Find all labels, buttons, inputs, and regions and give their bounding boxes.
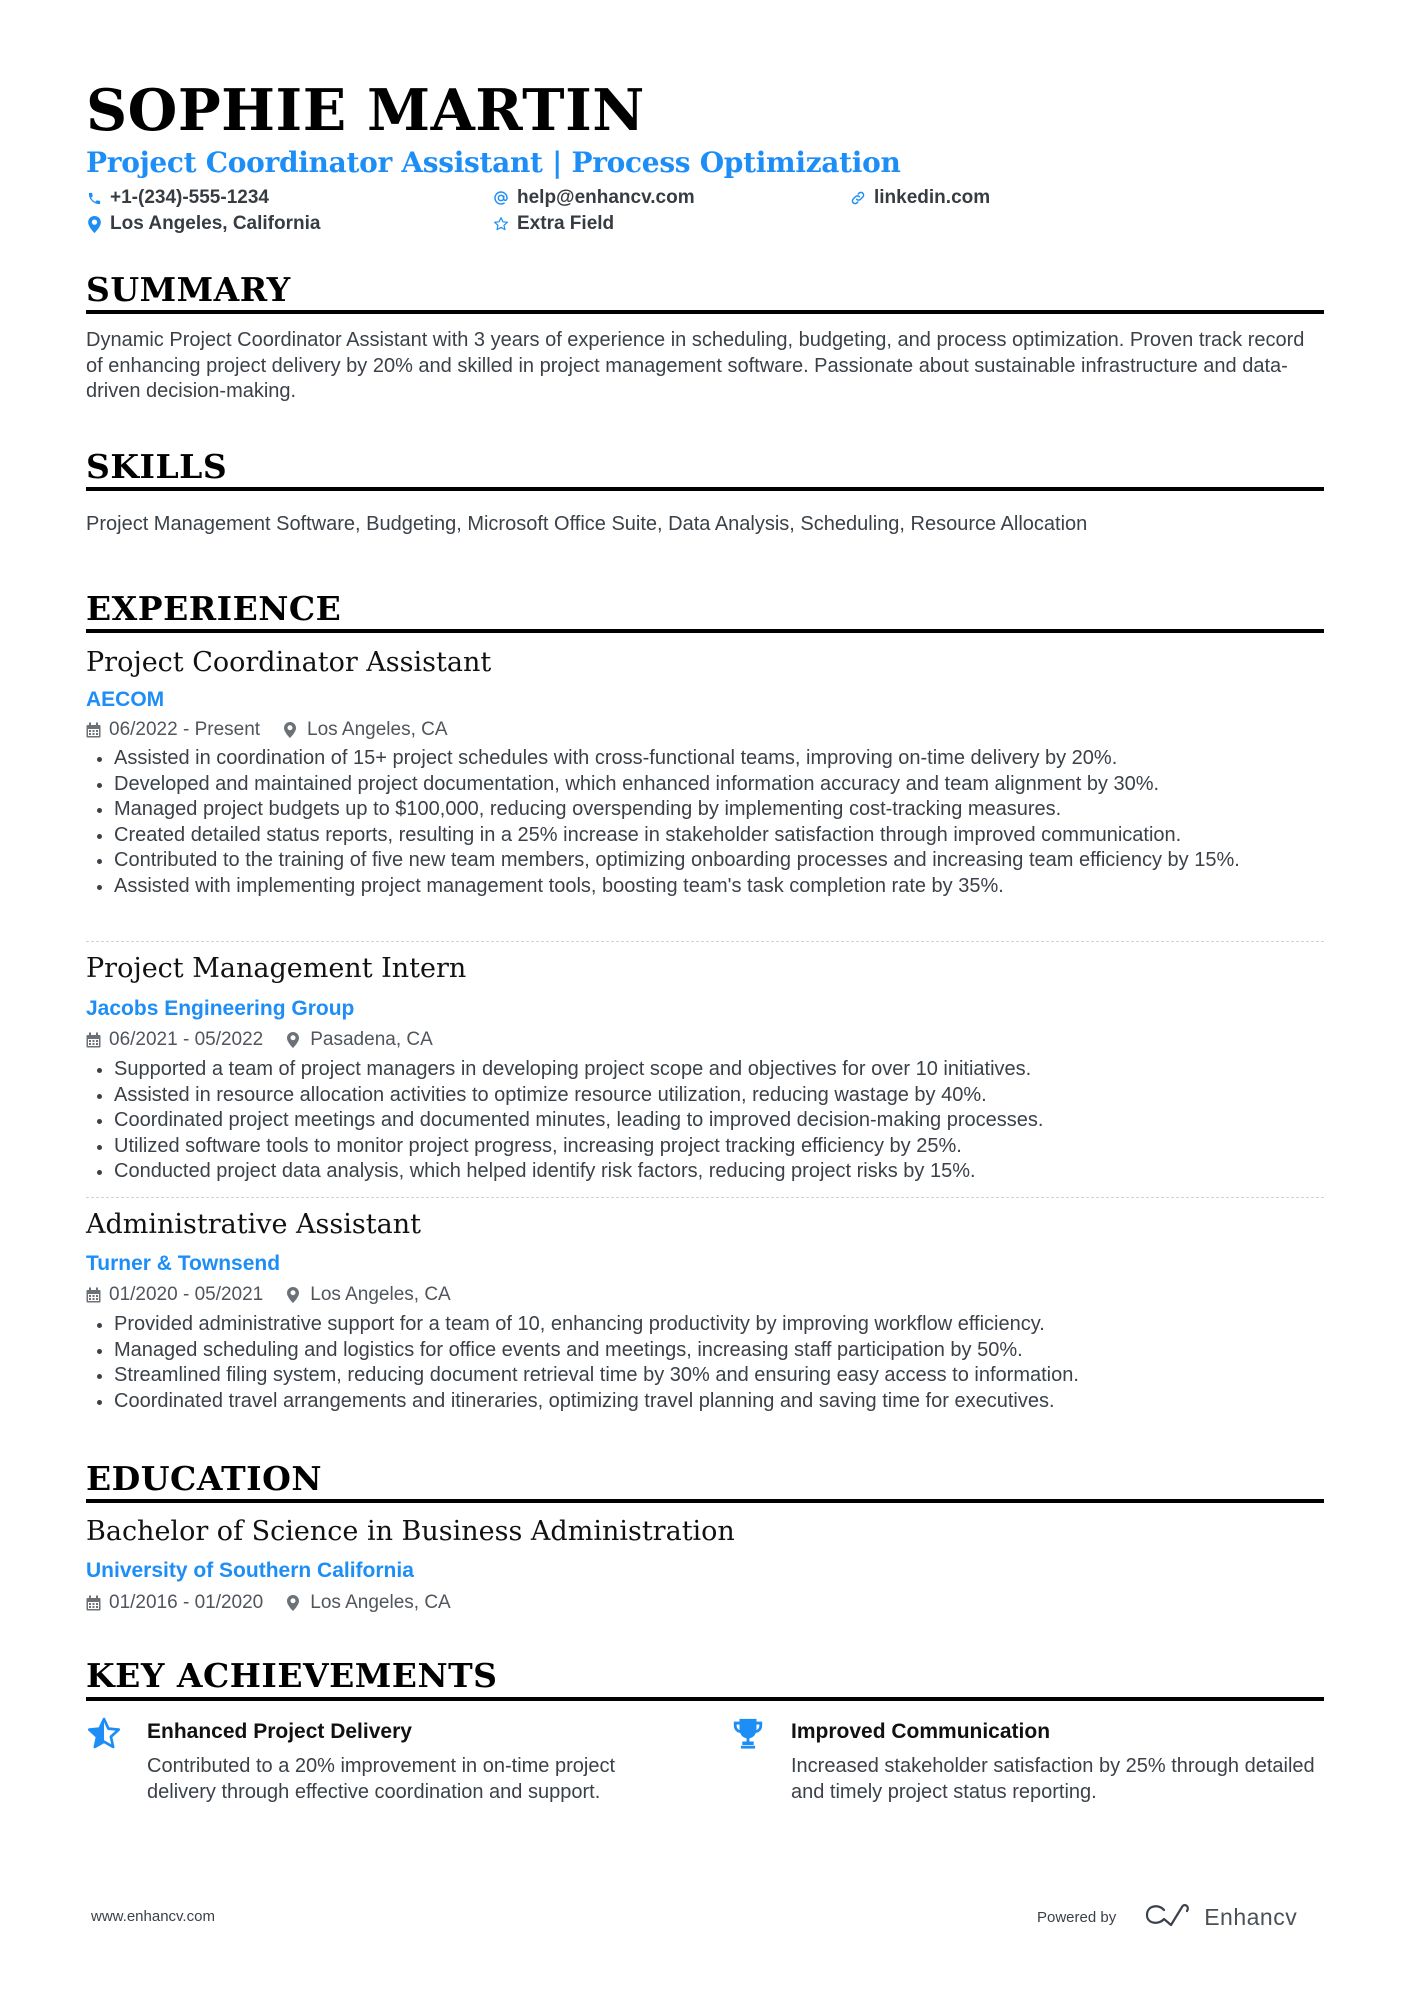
location-text: Los Angeles, California: [110, 213, 321, 234]
experience-divider: [86, 629, 1324, 633]
job-meta: [86, 718, 448, 742]
contact-location: [86, 212, 320, 236]
bullet-item: Coordinated project meetings and documented minutes, leading to improved decision-making processes.: [86, 1108, 1324, 1134]
footer-branding: [1037, 1902, 1297, 1933]
company-name: AECOM: [86, 688, 165, 711]
education-meta: [86, 1591, 451, 1615]
map-pin-icon: [86, 216, 102, 232]
job-bullets: [86, 1057, 1324, 1185]
education-divider: [86, 1499, 1324, 1503]
linkedin-link[interactable]: linkedin.com: [874, 187, 991, 208]
summary-text: Dynamic Project Coordinator Assistant with 3 years of experience in scheduling, budgeting, and process optimization. Proven track record of enhancing project delivery by 20% and skilled in project management software. Passionate about sustainable infrastructure and data-driven decision-making.: [86, 329, 1305, 402]
experience-heading: EXPERIENCE: [86, 589, 342, 628]
calendar-icon: [86, 1287, 101, 1303]
map-pin-icon: [287, 1032, 302, 1048]
achievement-item: [86, 1716, 686, 1806]
skills-heading: SKILLS: [86, 447, 228, 486]
achievement-item: [730, 1716, 1324, 1806]
achievement-title: Enhanced Project Delivery: [147, 1720, 412, 1743]
bullet-item: Utilized software tools to monitor project progress, increasing project tracking efficiency by 25%.: [86, 1134, 1324, 1160]
star-outline-icon: [493, 216, 509, 232]
candidate-headline: Project Coordinator Assistant | Process Optimization: [86, 146, 901, 179]
degree-title: Bachelor of Science in Business Administration: [86, 1516, 735, 1547]
bullet-item: Supported a team of project managers in developing project scope and objectives for over 10 initiatives.: [86, 1057, 1324, 1083]
company-name: Turner & Townsend: [86, 1252, 281, 1275]
trophy-icon: [730, 1716, 766, 1752]
education-dates: 01/2016 - 01/2020: [109, 1592, 264, 1613]
job-location: Los Angeles, CA: [307, 719, 448, 740]
calendar-icon: [86, 1595, 101, 1611]
job-dates: 06/2022 - Present: [109, 719, 261, 740]
enhancv-logo-icon: [1144, 1902, 1192, 1933]
achievement-description: Increased stakeholder satisfaction by 25% through detailed and timely project status reporting.: [791, 1755, 1315, 1803]
calendar-icon: [86, 722, 101, 738]
education-location: Los Angeles, CA: [310, 1592, 451, 1613]
link-icon: [850, 190, 866, 206]
job-dates: 01/2020 - 05/2021: [109, 1284, 264, 1305]
skills-divider: [86, 487, 1324, 491]
phone-icon: [86, 190, 102, 206]
extra-field-text: Extra Field: [517, 213, 615, 234]
map-pin-icon: [287, 1287, 302, 1303]
candidate-name: SOPHIE MARTIN: [86, 77, 645, 144]
email-link[interactable]: help@enhancv.com: [517, 187, 695, 208]
job-dates: 06/2021 - 05/2022: [109, 1029, 264, 1050]
summary-heading: SUMMARY: [86, 270, 291, 309]
achievements-divider: [86, 1697, 1324, 1701]
contact-email[interactable]: [493, 186, 695, 210]
bullet-item: Assisted in resource allocation activities to optimize resource utilization, reducing wastage by 40%.: [86, 1083, 1324, 1109]
job-meta: [86, 1028, 433, 1052]
summary-divider: [86, 310, 1324, 314]
school-name: University of Southern California: [86, 1559, 414, 1582]
job-bullets: [86, 746, 1324, 899]
bullet-item: Assisted in coordination of 15+ project schedules with cross-functional teams, improving on-time delivery by 20%.: [86, 746, 1324, 772]
bullet-item: Managed project budgets up to $100,000, reducing overspending by implementing cost-tracking measures.: [86, 797, 1324, 823]
achievement-description: Contributed to a 20% improvement in on-time project delivery through effective coordination and support.: [147, 1755, 616, 1803]
enhancv-brand-text: Enhancv: [1204, 1904, 1298, 1930]
bullet-item: Created detailed status reports, resulting in a 25% increase in stakeholder satisfaction through improved communication.: [86, 823, 1324, 849]
contact-extra: [493, 212, 614, 236]
achievement-title: Improved Communication: [791, 1720, 1051, 1743]
star-icon: [86, 1716, 122, 1752]
bullet-item: Provided administrative support for a team of 10, enhancing productivity by improving workflow efficiency.: [86, 1312, 1324, 1338]
at-icon: [493, 190, 509, 206]
footer-website[interactable]: www.enhancv.com: [91, 1908, 215, 1925]
bullet-item: Developed and maintained project documentation, which enhanced information accuracy and team alignment by 30%.: [86, 772, 1324, 798]
job-title: Administrative Assistant: [86, 1209, 421, 1240]
contact-linkedin[interactable]: [850, 186, 990, 210]
map-pin-icon: [284, 722, 299, 738]
phone-text: +1-(234)-555-1234: [110, 187, 269, 208]
job-location: Pasadena, CA: [310, 1029, 433, 1050]
job-title: Project Coordinator Assistant: [86, 647, 492, 678]
job-meta: [86, 1283, 451, 1307]
bullet-item: Managed scheduling and logistics for office events and meetings, increasing staff participation by 50%.: [86, 1338, 1324, 1364]
calendar-icon: [86, 1032, 101, 1048]
job-title: Project Management Intern: [86, 953, 467, 984]
job-bullets: [86, 1312, 1324, 1414]
bullet-item: Streamlined filing system, reducing document retrieval time by 30% and ensuring easy access to information.: [86, 1363, 1324, 1389]
powered-by-label: Powered by: [1037, 1909, 1117, 1926]
job-separator: [86, 1197, 1324, 1198]
achievements-heading: KEY ACHIEVEMENTS: [86, 1656, 498, 1695]
bullet-item: Assisted with implementing project management tools, boosting team's task completion rate by 35%.: [86, 874, 1324, 900]
job-separator: [86, 941, 1324, 942]
bullet-item: Coordinated travel arrangements and itineraries, optimizing travel planning and saving time for executives.: [86, 1389, 1324, 1415]
education-heading: EDUCATION: [86, 1459, 323, 1498]
bullet-item: Contributed to the training of five new team members, optimizing onboarding processes and increasing team efficiency by 15%.: [86, 848, 1324, 874]
map-pin-icon: [287, 1595, 302, 1611]
skills-text: Project Management Software, Budgeting, Microsoft Office Suite, Data Analysis, Scheduling, Resource Allocation: [86, 513, 1088, 535]
company-name: Jacobs Engineering Group: [86, 997, 355, 1020]
job-location: Los Angeles, CA: [310, 1284, 451, 1305]
bullet-item: Conducted project data analysis, which helped identify risk factors, reducing project risks by 15%.: [86, 1159, 1324, 1185]
contact-phone: [86, 186, 269, 210]
